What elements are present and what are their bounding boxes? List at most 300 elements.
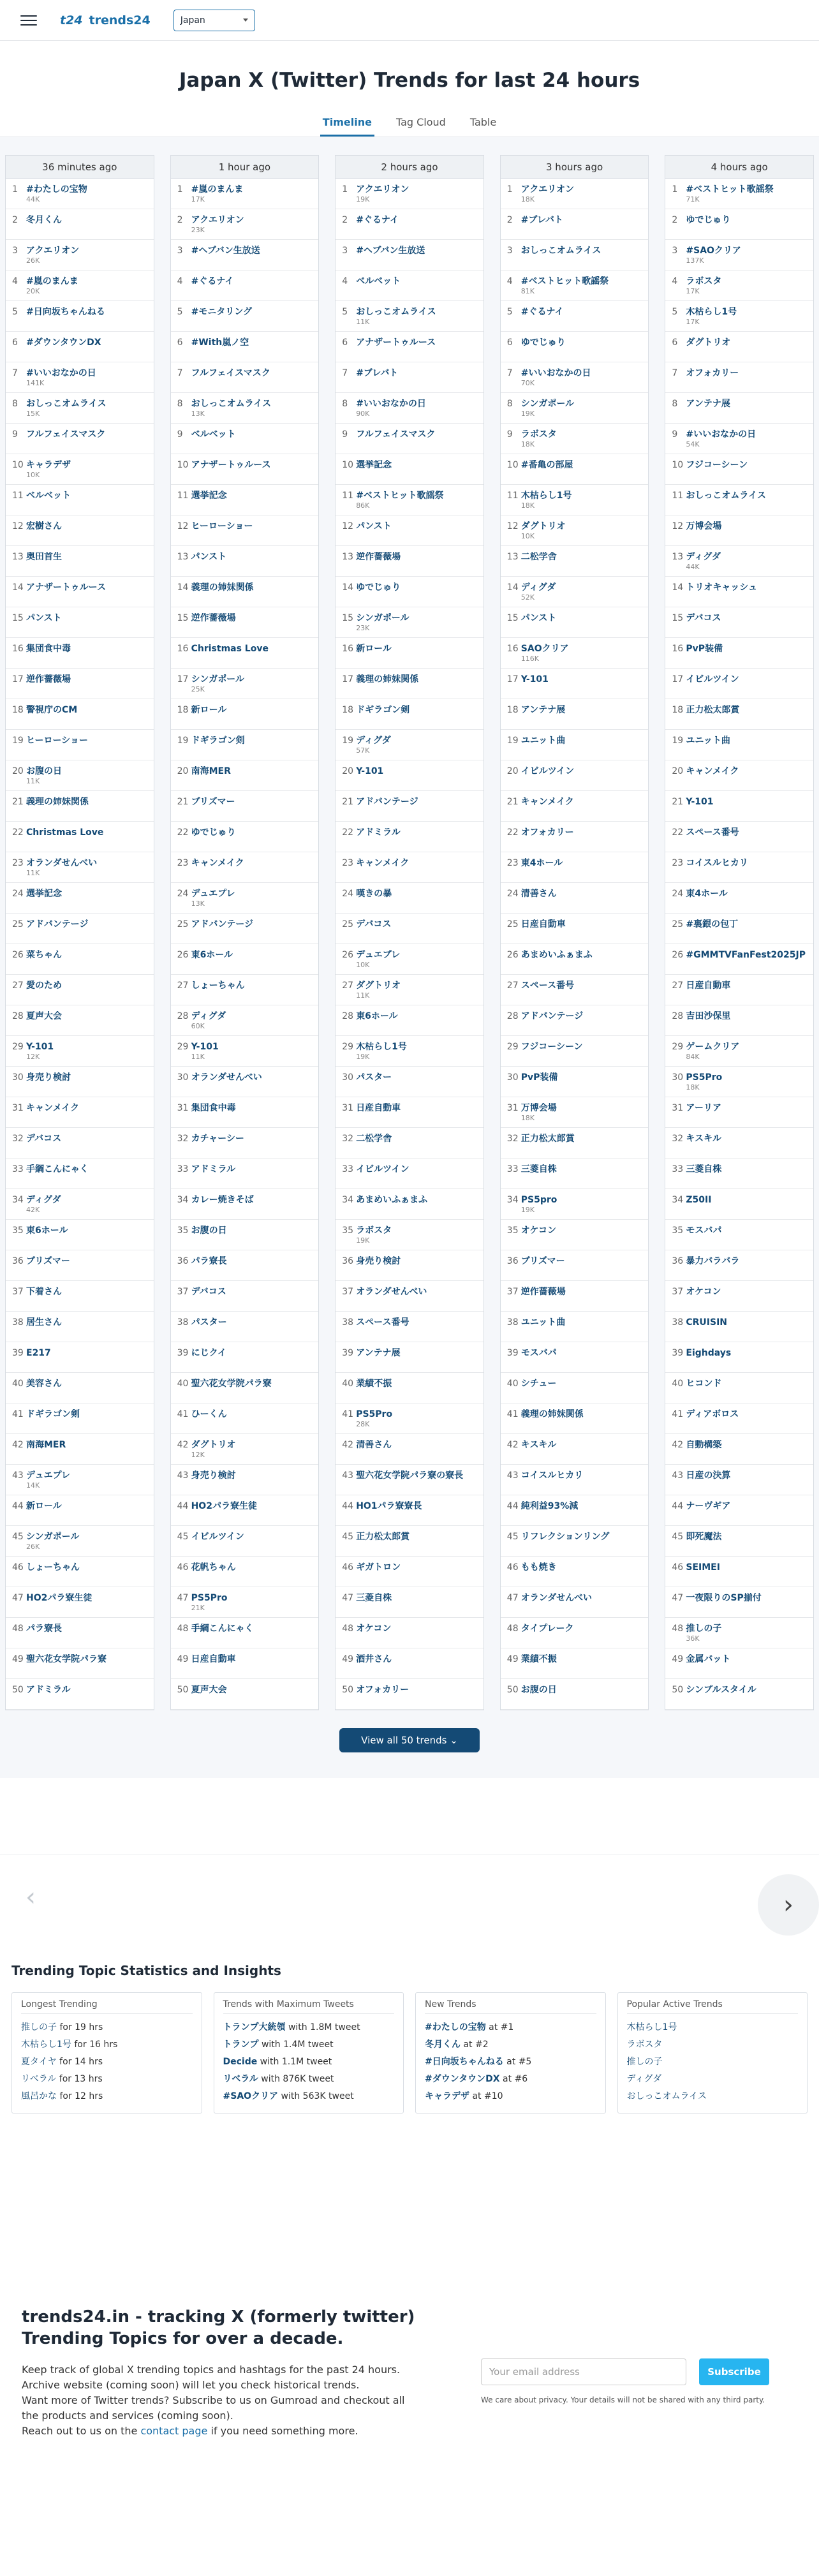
trend-link[interactable]: アンテナ展 <box>356 1348 401 1358</box>
trend-link[interactable]: デバコス <box>356 919 392 929</box>
trend-link[interactable]: ナーヴギア <box>686 1501 731 1511</box>
trend-link[interactable]: 三菱自株 <box>356 1593 392 1603</box>
trend-link[interactable]: スペース番号 <box>686 827 739 838</box>
trend-link[interactable]: 聖六花女学院パラ寮 <box>191 1379 272 1389</box>
trend-link[interactable]: アナザートゥルース <box>356 337 436 348</box>
trend-link[interactable]: Eighdays <box>686 1348 732 1358</box>
trend-link[interactable]: 義理の姉妹関係 <box>26 797 89 807</box>
trend-link[interactable]: スペース番号 <box>356 1317 410 1328</box>
trend-link[interactable]: ラボスタ <box>520 429 557 440</box>
trend-link[interactable]: お腹の日 <box>191 1225 227 1236</box>
trend-link[interactable]: #裏銀の包丁 <box>686 919 739 929</box>
trend-link[interactable]: Christmas Love <box>191 644 269 654</box>
trend-link[interactable]: 東4ホール <box>520 858 563 868</box>
stat-topic-link[interactable]: トランプ大統領 <box>223 2022 286 2032</box>
trend-link[interactable]: デバコス <box>191 1287 226 1297</box>
trend-link[interactable]: アドバンテージ <box>356 797 418 807</box>
trend-rank: 31 <box>177 1103 189 1113</box>
stat-topic-link[interactable]: トランプ <box>223 2039 259 2050</box>
stat-topic-link[interactable]: 木枯らし1号 <box>626 2022 677 2032</box>
trend-link[interactable]: シンガポール <box>520 399 575 409</box>
trend-link[interactable]: #番亀の部屋 <box>520 460 573 470</box>
trend-rank: 26 <box>506 950 519 960</box>
view-all-button[interactable] <box>339 1728 480 1752</box>
trend-link[interactable]: パスター <box>191 1317 227 1328</box>
trend-link[interactable]: アクエリオン <box>26 246 80 256</box>
trend-link[interactable]: ダグトリオ <box>686 337 731 348</box>
trend-link[interactable]: PS5Pro <box>686 1072 723 1083</box>
trend-link[interactable]: 集団食中毒 <box>191 1103 236 1113</box>
trend-link[interactable]: パスター <box>356 1072 392 1083</box>
trend-link[interactable]: モスバパ <box>520 1348 557 1358</box>
trend-link[interactable]: #嵐のまんま <box>191 184 244 195</box>
trend-link[interactable]: 正力松太郎賞 <box>520 1134 575 1144</box>
trend-link[interactable]: アーリア <box>686 1103 721 1113</box>
trend-link[interactable]: キャンメイク <box>191 858 244 868</box>
trend-link[interactable]: シンガポール <box>191 674 244 685</box>
trend-link[interactable]: PS5Pro <box>356 1409 393 1419</box>
trend-link[interactable]: オケコン <box>520 1225 556 1236</box>
trend-rank: 4 <box>342 276 348 286</box>
trend-link[interactable]: パンスト <box>191 552 227 562</box>
trend-link[interactable]: #SAOクリア <box>686 246 741 256</box>
trend-link[interactable]: SEIMEI <box>686 1562 720 1573</box>
trend-link[interactable]: オランダせんべい <box>356 1287 427 1297</box>
logo[interactable] <box>60 13 151 27</box>
trend-link[interactable]: 菜ちゃん <box>26 950 62 960</box>
trend-link[interactable]: ゆでじゅり <box>191 827 236 838</box>
trend-link[interactable]: アナザートゥルース <box>191 460 271 470</box>
trend-link[interactable]: PS5pro <box>520 1195 557 1205</box>
stat-topic-link[interactable]: おしっこオムライス <box>626 2091 707 2101</box>
trend-link[interactable]: デュエプレ <box>356 950 401 960</box>
trend-link[interactable]: フジコーシーン <box>686 460 748 470</box>
trend-link[interactable]: Y-101 <box>191 1042 219 1052</box>
trend-link[interactable]: アドミラル <box>356 827 401 838</box>
trend-link[interactable]: 暴力バラバラ <box>686 1256 740 1266</box>
trend-link[interactable]: フジコーシーン <box>520 1042 583 1052</box>
stat-topic-link[interactable]: #日向坂ちゃんねる <box>425 2057 504 2067</box>
trend-link[interactable]: 逆作薔薇場 <box>520 1287 566 1297</box>
trend-link[interactable]: 万博会場 <box>686 521 722 531</box>
trend-link[interactable]: 集団食中毒 <box>26 644 71 654</box>
trend-link[interactable]: キャンメイク <box>686 766 739 776</box>
trend-link[interactable]: 東6ホール <box>26 1225 68 1236</box>
menu-icon[interactable] <box>20 12 37 29</box>
trend-item <box>171 546 319 577</box>
trend-link[interactable]: 義理の姉妹関係 <box>520 1409 584 1419</box>
trend-link[interactable]: デュエプレ <box>26 1470 71 1481</box>
trend-link[interactable]: 日産の決算 <box>686 1470 731 1481</box>
trend-link[interactable]: イビルツイン <box>191 1532 244 1542</box>
trend-link[interactable]: イビルツイン <box>356 1164 410 1174</box>
trend-link[interactable]: あまめいふぁまふ <box>520 950 593 960</box>
trend-link[interactable]: #GMMTVFanFest2025JP <box>686 950 806 960</box>
trend-link[interactable]: #モニタリング <box>191 307 253 317</box>
trend-link[interactable]: 手綱こんにゃく <box>191 1624 254 1634</box>
trend-link[interactable]: #ブレバト <box>520 215 563 225</box>
trend-link[interactable]: HO1パラ寮寮長 <box>356 1501 422 1511</box>
trend-link[interactable]: ディグダ <box>520 582 556 593</box>
trend-link[interactable]: パンスト <box>520 613 557 623</box>
trend-link[interactable]: 手綱こんにゃく <box>26 1164 89 1174</box>
trend-link[interactable]: 聖六花女学院パラ寮の寮長 <box>356 1470 464 1481</box>
trend-link[interactable]: オランダせんべい <box>26 858 98 868</box>
trend-link[interactable]: 木枯らし1号 <box>686 307 737 317</box>
trend-link[interactable]: おしっこオムライス <box>520 246 601 256</box>
trend-link[interactable]: 東6ホール <box>191 950 233 960</box>
trend-link[interactable]: カチャーシー <box>191 1134 244 1144</box>
trend-link[interactable]: シチュー <box>520 1379 557 1389</box>
trend-link[interactable]: ベルベット <box>356 276 401 286</box>
trend-link[interactable]: 下着さん <box>26 1287 62 1297</box>
country-select[interactable] <box>173 10 255 31</box>
stat-topic-link[interactable]: #わたしの宝物 <box>425 2022 486 2032</box>
trend-link[interactable]: 二松学舎 <box>520 552 557 562</box>
trend-link[interactable]: ドギラゴン剣 <box>356 705 410 715</box>
trend-link[interactable]: ディグダ <box>356 736 391 746</box>
trend-link[interactable]: HO2パラ寮生徒 <box>26 1593 92 1603</box>
trend-link[interactable]: アナザートゥルース <box>26 582 106 593</box>
trend-link[interactable]: ダグトリオ <box>520 521 566 531</box>
trend-link[interactable]: フルフェイスマスク <box>26 429 106 440</box>
trend-link[interactable]: コイスルヒカリ <box>686 858 748 868</box>
trend-link[interactable]: イビルツイン <box>686 674 739 685</box>
trend-link[interactable]: #いいおなかの日 <box>26 368 96 378</box>
trend-link[interactable]: 選挙記念 <box>356 460 392 470</box>
trend-link[interactable]: アンテナ展 <box>686 399 730 409</box>
trend-link[interactable]: PS5Pro <box>191 1593 228 1603</box>
trend-link[interactable]: パンスト <box>356 521 392 531</box>
trend-link[interactable]: ゆでじゅり <box>356 582 401 593</box>
trend-link[interactable]: 選挙記念 <box>191 491 227 501</box>
stat-topic-link[interactable]: Decide <box>223 2057 258 2067</box>
trend-link[interactable]: 新ロール <box>191 705 227 715</box>
trend-link[interactable]: オフォカリー <box>520 827 574 838</box>
trend-link[interactable]: #ヘブバン生放送 <box>356 246 425 256</box>
trend-link[interactable]: ゆでじゅり <box>520 337 566 348</box>
trend-link[interactable]: コイスルヒカリ <box>520 1470 584 1481</box>
trend-link[interactable]: ディアボロス <box>686 1409 739 1419</box>
trend-link[interactable]: 純利益93%減 <box>520 1501 579 1511</box>
trend-link[interactable]: おしっこオムライス <box>26 399 107 409</box>
trend-link[interactable]: シンプルスタイル <box>686 1685 756 1695</box>
stat-topic-link[interactable]: ラボスタ <box>626 2039 663 2050</box>
trend-link[interactable]: シンガポール <box>356 613 410 623</box>
trend-link[interactable]: #ぐるナイ <box>356 215 399 225</box>
trend-link[interactable]: E217 <box>26 1348 51 1358</box>
trend-link[interactable]: ゲームクリア <box>686 1042 740 1052</box>
trend-link[interactable]: にじクイ <box>191 1348 226 1358</box>
trend-link[interactable]: 日産自動車 <box>191 1654 236 1664</box>
trend-link[interactable]: 夏声大会 <box>26 1011 62 1021</box>
trend-link[interactable]: 聖六花女学院パラ寮 <box>26 1654 107 1664</box>
trend-link[interactable]: #ダウンタウンDX <box>26 337 101 348</box>
trend-link[interactable]: 日産自動車 <box>520 919 566 929</box>
trend-link[interactable]: 東4ホール <box>686 889 728 899</box>
trend-body <box>521 307 644 318</box>
trend-link[interactable]: #嵐のまんま <box>26 276 78 286</box>
trend-rank: 6 <box>342 337 348 348</box>
trend-link[interactable]: 身売り検討 <box>356 1256 401 1266</box>
trend-link[interactable]: アドバンテージ <box>520 1011 584 1021</box>
trend-link[interactable]: 南海MER <box>26 1440 66 1450</box>
trend-link[interactable]: しょーちゃん <box>26 1562 80 1573</box>
trend-rank: 37 <box>12 1287 24 1297</box>
trend-link[interactable]: 吉田沙保里 <box>686 1011 731 1021</box>
trend-body <box>26 827 149 838</box>
trend-link[interactable]: 正力松太郎賞 <box>356 1532 410 1542</box>
trend-link[interactable]: アクエリオン <box>191 215 244 225</box>
trend-link[interactable]: 清善さん <box>356 1440 392 1450</box>
trend-link[interactable]: アドミラル <box>26 1685 71 1695</box>
trend-link[interactable]: おしっこオムライス <box>356 307 436 317</box>
trend-link[interactable]: おしっこオムライス <box>686 491 766 501</box>
trend-link[interactable]: ヒーローショー <box>26 736 88 746</box>
trend-link[interactable]: 愛のため <box>26 981 62 991</box>
trend-item <box>336 1618 483 1648</box>
trend-link[interactable]: キャラデザ <box>26 460 71 470</box>
trend-link[interactable]: CRUISIN <box>686 1317 728 1328</box>
trend-link[interactable]: #ぐるナイ <box>520 307 564 317</box>
trend-link[interactable]: ラボスタ <box>356 1225 392 1236</box>
trend-link[interactable]: アクエリオン <box>356 184 410 195</box>
trend-link[interactable]: ギガトロン <box>356 1562 401 1573</box>
contact-link[interactable]: contact page <box>140 2425 208 2437</box>
trend-link[interactable]: Y-101 <box>520 674 549 685</box>
trend-link[interactable]: オフォカリー <box>686 368 739 378</box>
trend-link[interactable]: デバコス <box>26 1134 62 1144</box>
subscribe-button[interactable]: Subscribe <box>699 2358 769 2385</box>
trend-link[interactable]: 万博会場 <box>520 1103 557 1113</box>
trend-link[interactable]: 警視庁のCM <box>26 705 78 715</box>
trend-link[interactable]: ディグダ <box>191 1011 226 1021</box>
trend-link[interactable]: Z50II <box>686 1195 712 1205</box>
stat-topic-link[interactable]: 推しの子 <box>626 2057 663 2067</box>
trend-link[interactable]: ユニット曲 <box>520 736 566 746</box>
trend-link[interactable]: アドバンテージ <box>191 919 254 929</box>
trend-link[interactable]: 清善さん <box>520 889 557 899</box>
trend-link[interactable]: 居生さん <box>26 1317 62 1328</box>
trend-link[interactable]: パラ寮長 <box>26 1624 62 1634</box>
trend-link[interactable]: 三菱自株 <box>520 1164 557 1174</box>
trend-link[interactable]: キスキル <box>520 1440 557 1450</box>
trend-link[interactable]: 日産自動車 <box>686 981 731 991</box>
tweet-count: 42K <box>26 1206 40 1214</box>
trend-link[interactable]: 酒井さん <box>356 1654 392 1664</box>
trend-link[interactable]: アドバンテージ <box>26 919 89 929</box>
stat-topic-link[interactable]: #SAOクリア <box>223 2091 279 2101</box>
trend-link[interactable]: パラ寮長 <box>191 1256 227 1266</box>
trend-link[interactable]: デュエプレ <box>191 889 235 899</box>
trend-link[interactable]: キャンメイク <box>356 858 410 868</box>
trend-link[interactable]: #ベストヒット歌謡祭 <box>686 184 774 195</box>
trend-link[interactable]: #わたしの宝物 <box>26 184 87 195</box>
trend-link[interactable]: しょーちゃん <box>191 981 245 991</box>
chevron-left-icon[interactable]: ‹ <box>26 1883 36 1912</box>
trend-link[interactable]: PvP装備 <box>686 644 723 654</box>
trend-link[interactable]: 奥田首生 <box>26 552 62 562</box>
trend-link[interactable]: ドギラゴン剣 <box>191 736 245 746</box>
trend-item <box>665 699 813 730</box>
trend-link[interactable]: 三菱自株 <box>686 1164 722 1174</box>
trend-link[interactable]: 花帆ちゃん <box>191 1562 236 1573</box>
trend-link[interactable]: お腹の日 <box>26 766 62 776</box>
trend-body <box>191 919 314 930</box>
trend-link[interactable]: オケコン <box>686 1287 721 1297</box>
trend-link[interactable]: スペース番号 <box>520 981 575 991</box>
trend-link[interactable]: オケコン <box>356 1624 392 1634</box>
trend-link[interactable]: Y-101 <box>26 1042 54 1052</box>
trend-item <box>6 301 154 332</box>
trend-rank: 17 <box>12 674 24 685</box>
trend-link[interactable]: Y-101 <box>686 797 714 807</box>
trend-link[interactable]: ゆでじゅり <box>686 215 731 225</box>
trend-link[interactable]: 即死魔法 <box>686 1532 722 1542</box>
trend-link[interactable]: #ベストヒット歌謡祭 <box>356 491 444 501</box>
trend-link[interactable]: #いいおなかの日 <box>356 399 426 409</box>
trend-link[interactable]: 新ロール <box>356 644 392 654</box>
trend-link[interactable]: タイプレーク <box>520 1624 574 1634</box>
stat-topic-link[interactable]: リベラル <box>223 2074 258 2084</box>
trend-link[interactable]: ユニット曲 <box>686 736 730 746</box>
trend-link[interactable]: キャンメイク <box>26 1103 80 1113</box>
trend-link[interactable]: 冬月くん <box>26 215 62 225</box>
trend-link[interactable]: 推しの子 <box>686 1624 722 1634</box>
trend-item <box>501 607 649 638</box>
trend-link[interactable]: Y-101 <box>356 766 384 776</box>
trend-link[interactable]: 業績不振 <box>356 1379 392 1389</box>
trend-link[interactable]: ヒコンド <box>686 1379 722 1389</box>
trend-link[interactable]: フルフェイスマスク <box>356 429 436 440</box>
trend-link[interactable]: 正力松太郎賞 <box>686 705 740 715</box>
trend-link[interactable]: 身売り検討 <box>191 1470 236 1481</box>
trend-link[interactable]: ユニット曲 <box>520 1317 566 1328</box>
trend-link[interactable]: #いいおなかの日 <box>686 429 756 440</box>
trend-link[interactable]: オランダせんべい <box>191 1072 262 1083</box>
trend-link[interactable]: #ブレバト <box>356 368 399 378</box>
trend-link[interactable]: SAOクリア <box>520 644 569 654</box>
trend-link[interactable]: オランダせんべい <box>520 1593 592 1603</box>
trend-link[interactable]: 夏声大会 <box>191 1685 227 1695</box>
tab-tag-cloud[interactable]: Tag Cloud <box>395 116 446 128</box>
trend-link[interactable]: カレー焼きそば <box>191 1195 254 1205</box>
stat-topic-link[interactable]: 木枯らし1号 <box>21 2039 71 2050</box>
trend-link[interactable]: モスバパ <box>686 1225 722 1236</box>
trend-link[interactable]: ベルベット <box>26 491 71 501</box>
trend-link[interactable]: 木枯らし1号 <box>520 491 572 501</box>
trend-link[interactable]: オフォカリー <box>356 1685 410 1695</box>
trend-link[interactable]: ダグトリオ <box>191 1440 236 1450</box>
trend-link[interactable]: 選挙記念 <box>26 889 62 899</box>
trend-link[interactable]: #With嵐ノ空 <box>191 337 249 348</box>
trend-link[interactable]: ブリズマー <box>26 1256 70 1266</box>
trend-link[interactable]: 美容さん <box>26 1379 62 1389</box>
trend-link[interactable]: #ベストヒット歌謡祭 <box>520 276 609 286</box>
trend-link[interactable]: #いいおなかの日 <box>520 368 591 378</box>
trend-link[interactable]: キスキル <box>686 1134 721 1144</box>
trend-link[interactable]: 業績不振 <box>520 1654 557 1664</box>
trend-link[interactable]: Christmas Love <box>26 827 104 838</box>
trend-link[interactable]: 新ロール <box>26 1501 62 1511</box>
trend-link[interactable]: 木枯らし1号 <box>356 1042 407 1052</box>
trend-link[interactable]: アクエリオン <box>520 184 574 195</box>
trend-link[interactable]: 宏樹さん <box>26 521 62 531</box>
tab-timeline[interactable]: Timeline <box>320 116 374 137</box>
trend-link[interactable]: #ヘブバン生放送 <box>191 246 260 256</box>
trend-link[interactable]: 東6ホール <box>356 1011 398 1021</box>
stat-topic-link[interactable]: ディグダ <box>626 2074 662 2084</box>
trend-link[interactable]: お腹の日 <box>520 1685 557 1695</box>
trend-link[interactable]: ヒーローショー <box>191 521 253 531</box>
trend-link[interactable]: 逆作薔薇場 <box>356 552 401 562</box>
stat-topic-link[interactable]: 風呂かな <box>21 2091 57 2101</box>
stat-topic-link[interactable]: 推しの子 <box>21 2022 57 2032</box>
trend-link[interactable]: 南海MER <box>191 766 231 776</box>
trend-link[interactable]: ラボスタ <box>686 276 722 286</box>
trend-link[interactable]: 金属バット <box>686 1654 731 1664</box>
trend-link[interactable]: ディグダ <box>26 1195 61 1205</box>
trend-rank: 36 <box>342 1256 354 1266</box>
trend-link[interactable]: パンスト <box>26 613 62 623</box>
trend-link[interactable]: 義理の姉妹関係 <box>191 582 254 593</box>
trend-link[interactable]: おしっこオムライス <box>191 399 272 409</box>
trend-link[interactable]: ダグトリオ <box>356 981 401 991</box>
chevron-right-icon[interactable]: › <box>758 1874 819 1936</box>
trend-link[interactable]: HO2パラ寮生徒 <box>191 1501 257 1511</box>
trend-link[interactable]: イビルツイン <box>520 766 575 776</box>
trend-link[interactable]: アドミラル <box>191 1164 236 1174</box>
stat-topic-link[interactable]: 夏タイヤ <box>21 2057 57 2067</box>
trend-link[interactable]: もも焼き <box>520 1562 557 1573</box>
trend-link[interactable]: 自動構築 <box>686 1440 722 1450</box>
trend-link[interactable]: 逆作薔薇場 <box>191 613 236 623</box>
trend-link[interactable]: 日産自動車 <box>356 1103 401 1113</box>
trend-link[interactable]: 嘆きの暴 <box>356 889 392 899</box>
trend-link[interactable]: キャンメイク <box>520 797 574 807</box>
trend-link[interactable]: デバコス <box>686 613 721 623</box>
email-field[interactable] <box>481 2358 686 2385</box>
trend-link[interactable]: ディグダ <box>686 552 721 562</box>
trend-link[interactable]: ブリズマー <box>191 797 235 807</box>
stat-topic-link[interactable]: #ダウンタウンDX <box>425 2074 500 2084</box>
trend-link[interactable]: アンテナ展 <box>520 705 566 715</box>
stat-topic-link[interactable]: 冬月くん <box>425 2039 461 2050</box>
trend-link[interactable]: ブリズマー <box>520 1256 565 1266</box>
trend-link[interactable]: 身売り検討 <box>26 1072 71 1083</box>
trend-link[interactable]: #日向坂ちゃんねる <box>26 307 105 317</box>
trend-link[interactable]: 二松学舎 <box>356 1134 392 1144</box>
trend-link[interactable]: ドギラゴン剣 <box>26 1409 80 1419</box>
trend-link[interactable]: フルフェイスマスク <box>191 368 270 378</box>
trend-link[interactable]: 一夜限りのSP揃付 <box>686 1593 762 1603</box>
trend-link[interactable]: PvP装備 <box>520 1072 558 1083</box>
trend-body <box>356 705 478 716</box>
trend-link[interactable]: リフレクションリング <box>520 1532 610 1542</box>
trend-link[interactable]: 義理の姉妹関係 <box>356 674 419 685</box>
trend-link[interactable]: あまめいふぁまふ <box>356 1195 428 1205</box>
trend-link[interactable]: ひーくん <box>191 1409 227 1419</box>
trend-link[interactable]: #ぐるナイ <box>191 276 234 286</box>
trend-link[interactable]: ベルベット <box>191 429 236 440</box>
trend-link[interactable]: トリオキャッシュ <box>686 582 757 593</box>
stat-topic-link[interactable]: リベラル <box>21 2074 57 2084</box>
stat-row <box>21 2036 193 2054</box>
stat-topic-link[interactable]: キャラデザ <box>425 2091 469 2101</box>
trend-link[interactable]: 逆作薔薇場 <box>26 674 71 685</box>
tab-table[interactable]: Table <box>469 116 497 128</box>
trend-link[interactable]: シンガポール <box>26 1532 80 1542</box>
